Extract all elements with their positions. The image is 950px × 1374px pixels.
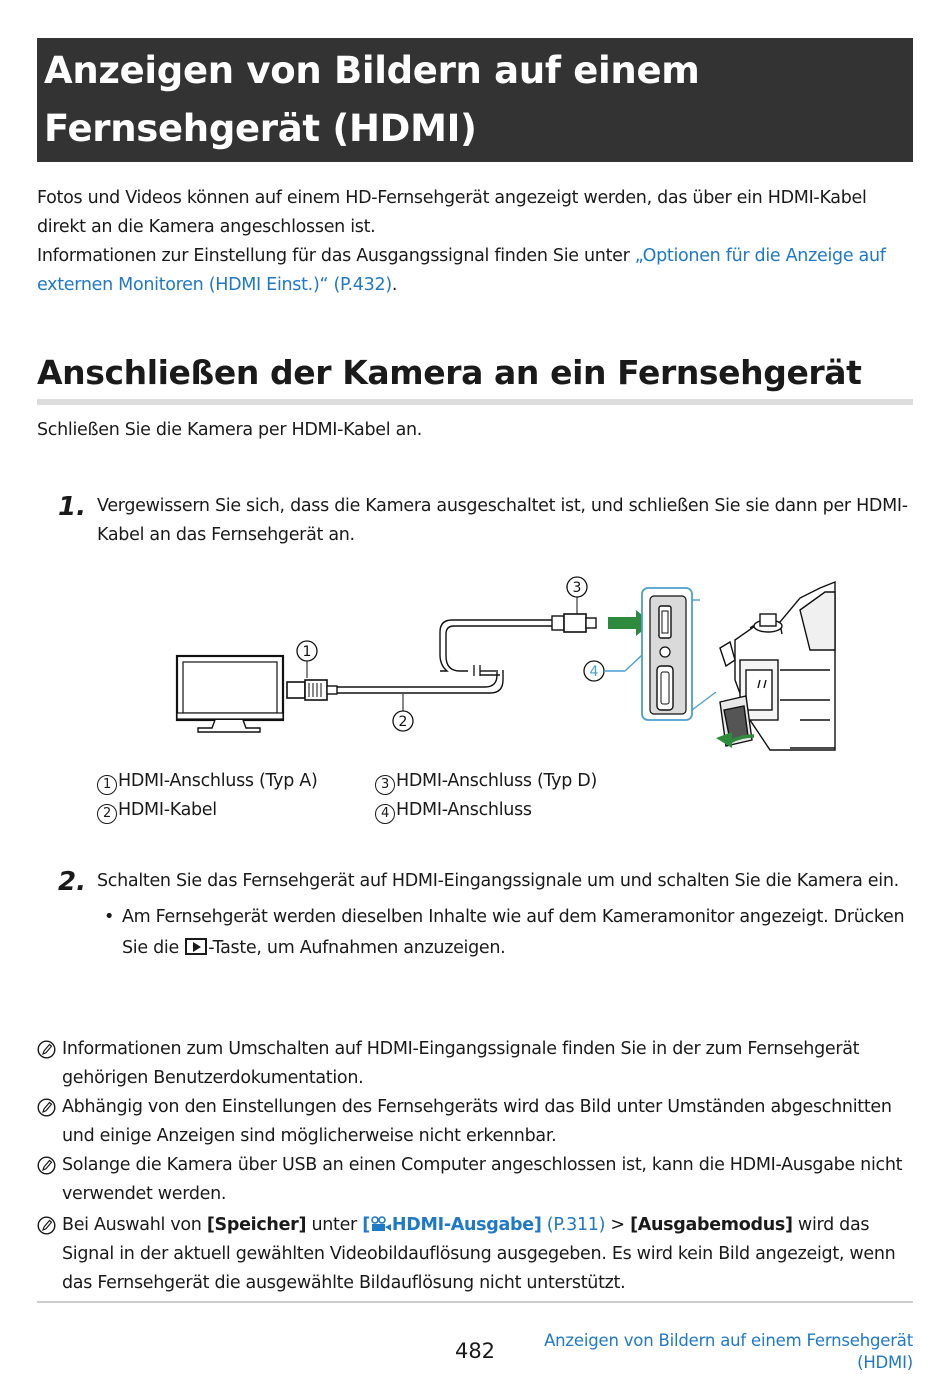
callout-3 (567, 577, 587, 614)
hdmi-plug-type-d (552, 614, 596, 632)
legend-label-2: HDMI-Kabel (118, 800, 217, 820)
legend-label-1: HDMI-Anschluss (Typ A) (118, 771, 318, 791)
note-3-text: Solange die Kamera über USB an einen Computer angeschlossen ist, kann die HDMI-Ausgabe nicht verwendet werden. (62, 1155, 903, 1204)
play-button-icon (185, 938, 207, 955)
callout-2 (393, 694, 413, 731)
option-speicher: [Speicher] (206, 1215, 307, 1235)
note-4-separator: > (605, 1215, 631, 1235)
hdmi-cable (337, 670, 497, 687)
intro-line-2-end: . (391, 275, 398, 295)
camera-port-panel (642, 588, 716, 720)
page-ref-311[interactable]: (P.311) (541, 1215, 606, 1235)
hdmi-settings-link[interactable]: „Optionen für die Anzeige auf externen Monitoren (HDMI Einst.)“ (P.432) (37, 246, 886, 295)
page-number: 482 (454, 1339, 496, 1363)
note-2-text: Abhängig von den Einstellungen des Fernsehgeräts wird das Bild unter Umständen abgeschnitten und einige Anzeigen sind möglicherweise nicht erkennbar. (62, 1097, 892, 1146)
svg-text:4: 4 (589, 664, 599, 680)
movie-camera-icon (370, 1216, 392, 1232)
step-2-number: 2. (58, 867, 86, 897)
note-2 (37, 1093, 913, 1151)
camera-illustration (720, 582, 835, 750)
step-1-number: 1. (58, 492, 86, 522)
note-4-text-c: unter (306, 1215, 363, 1235)
note-pencil-icon (37, 1040, 56, 1059)
note-3 (37, 1151, 913, 1209)
hdmi-output-label: HDMI-Ausgabe] (391, 1215, 542, 1235)
bullet-dot: • (104, 907, 115, 927)
note-1 (37, 1035, 913, 1093)
legend-label-4: HDMI-Anschluss (396, 800, 532, 820)
footer-chapter-link[interactable]: Anzeigen von Bildern auf einem Fernsehgerät (HDMI) (544, 1331, 913, 1372)
hdmi-output-bracket: [ (362, 1215, 370, 1235)
step-2-text: Schalten Sie das Fernsehgerät auf HDMI-Eingangssignale um und schalten Sie die Kamera ein. (97, 871, 899, 891)
bullet-text-start: Am Fernsehgerät werden dieselben Inhalte wie auf dem Kameramonitor angezeigt. Drücken Sie die (122, 907, 905, 958)
svg-text:1: 1 (302, 644, 312, 660)
note-pencil-icon (37, 1156, 56, 1175)
intro-line-1: Fotos und Videos können auf einem HD-Fernsehgerät angezeigt werden, das über ein HDMI-Kabel direkt an die Kamera angeschlossen ist. (37, 188, 867, 237)
callout-1 (297, 641, 317, 678)
note-4 (37, 1211, 913, 1298)
legend-num-1: 1 (97, 775, 117, 795)
note-pencil-icon (37, 1098, 56, 1117)
hdmi-output-link[interactable] (362, 1215, 541, 1235)
legend-num-2: 2 (97, 804, 117, 824)
legend-num-4: 4 (375, 804, 395, 824)
legend-item-2 (97, 796, 217, 825)
bullet-text-end: -Taste, um Aufnahmen anzuzeigen. (208, 938, 506, 958)
svg-text:2: 2 (398, 714, 408, 730)
footer-rule (37, 1301, 913, 1303)
section-heading: Anschließen der Kamera an ein Fernsehgerät (37, 353, 862, 392)
step-2-bullet (104, 902, 914, 964)
section-rule (37, 399, 913, 405)
legend-num-3: 3 (375, 775, 395, 795)
option-ausgabemodus: [Ausgabemodus] (630, 1215, 793, 1235)
page-title: Anzeigen von Bildern auf einem Fernsehgerät (HDMI) (44, 49, 700, 150)
title-bar (37, 38, 913, 162)
svg-text:3: 3 (572, 580, 582, 596)
legend-item-4 (375, 796, 532, 825)
note-4-text-h: wird das Signal in der aktuell gewählten Videobildauflösung ausgegeben. Es wird kein Bild angezeigt, wenn das Fernsehgerät die ausgewählte Bildauflösung nicht unterstützt. (62, 1215, 896, 1293)
tv-illustration (177, 656, 283, 732)
note-4-text-a: Bei Auswahl von (62, 1215, 207, 1235)
note-1-text: Informationen zum Umschalten auf HDMI-Eingangssignale finden Sie in der zum Fernsehgerät gehörigen Benutzerdokumentation. (62, 1039, 860, 1088)
intro-paragraph (37, 184, 913, 300)
intro-line-2-text: Informationen zur Einstellung für das Ausgangssignal finden Sie unter (37, 246, 635, 266)
legend-item-1 (97, 767, 318, 796)
section-lead: Schließen Sie die Kamera per HDMI-Kabel an. (37, 420, 423, 440)
legend-label-3: HDMI-Anschluss (Typ D) (396, 771, 597, 791)
step-1-text: Vergewissern Sie sich, dass die Kamera ausgeschaltet ist, und schließen Sie sie dann per HDMI-Kabel an das Fernsehgerät an. (97, 496, 908, 545)
connection-diagram (160, 570, 850, 770)
note-pencil-icon (37, 1216, 56, 1235)
intro-line-2 (37, 242, 913, 300)
legend-item-3 (375, 767, 597, 796)
hdmi-plug-type-a (287, 680, 337, 700)
